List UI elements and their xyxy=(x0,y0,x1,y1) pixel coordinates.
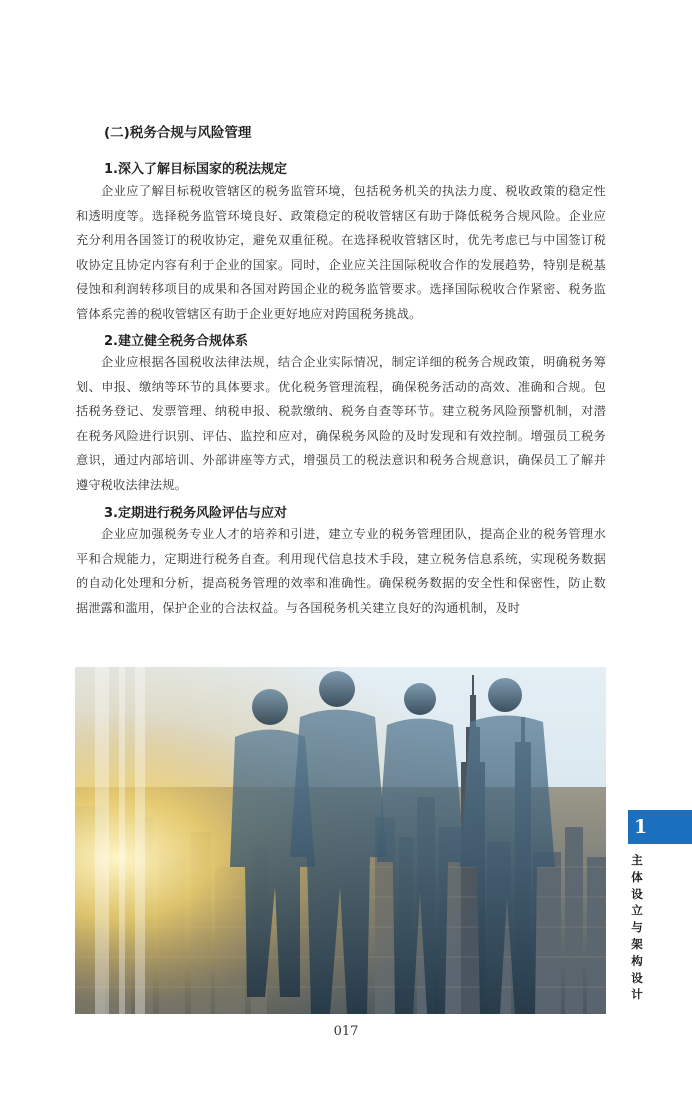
subheading-3: 3.定期进行税务风险评估与应对 xyxy=(104,506,287,521)
chapter-tab xyxy=(628,810,692,844)
chapter-number: 1 xyxy=(634,816,648,838)
subheading-1: 1.深入了解目标国家的税法规定 xyxy=(104,162,287,177)
chapter-title: 主体设立与架构设计 xyxy=(631,853,643,1002)
paragraph-3: 企业应加强税务专业人才的培养和引进，建立专业的税务管理团队，提高企业的税务管理水平和合规能力，定期进行税务自查。利用现代信息技术手段，建立税务信息系统，实现税务数据的自动化处理和分析，提高税务管理的效率和准确性。确保税务数据的安全性和保密性，防止数据泄露和滥用，保护企业的合法权益。与各国税务机关建立良好的沟通机制，及时 xyxy=(76,527,606,615)
subheading-2: 2.建立健全税务合规体系 xyxy=(104,334,248,349)
paragraph-1: 企业应了解目标税收管辖区的税务监管环境，包括税务机关的执法力度、税收政策的稳定性和透明度等。选择税务监管环境良好、政策稳定的税收管辖区有助于降低税务合规风险。企业应充分利用各国签订的税收协定，避免双重征税。在选择税收管辖区时，优先考虑已与中国签订税收协定且协定内容有利于企业的国家。同时，企业应关注国际税收合作的发展趋势，特别是税基侵蚀和利润转移项目的成果和各国对跨国企业的税务监管要求。选择国际税收合作紧密、税务监管体系完善的税收管辖区有助于企业更好地应对跨国税务挑战。 xyxy=(76,184,606,321)
page-number: 017 xyxy=(333,1024,359,1039)
business-city-photo xyxy=(75,667,606,1014)
paragraph-2: 企业应根据各国税收法律法规，结合企业实际情况，制定详细的税务合规政策，明确税务筹划、申报、缴纳等环节的具体要求。优化税务管理流程，确保税务活动的高效、准确和合规。包括税务登记、发票管理、纳税申报、税款缴纳、税务自查等环节。建立税务风险预警机制，对潜在税务风险进行识别、评估、监控和应对，确保税务风险的及时发现和有效控制。增强员工税务意识，通过内部培训、外部讲座等方式，增强员工的税法意识和税务合规意识，确保员工了解并遵守税收法律法规。 xyxy=(76,355,606,492)
section-title: (二)税务合规与风险管理 xyxy=(104,125,252,141)
